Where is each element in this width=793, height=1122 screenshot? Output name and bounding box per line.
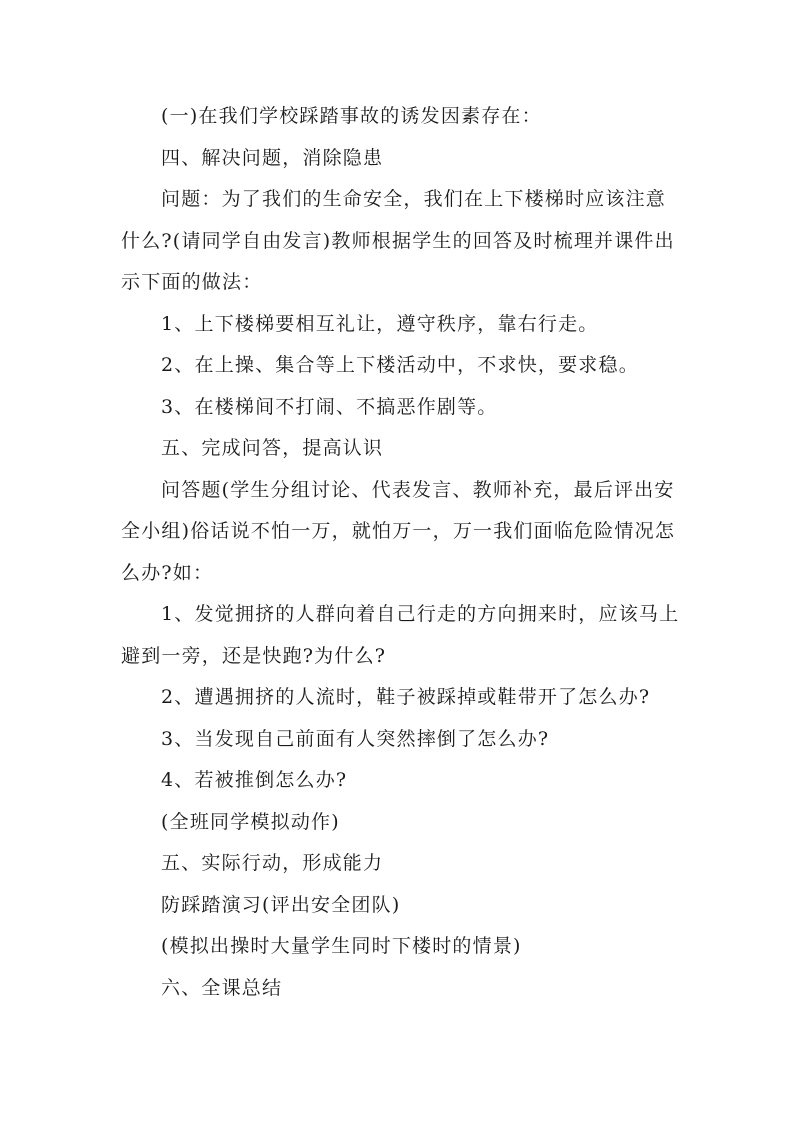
paragraph-simulate: (全班同学模拟动作)	[161, 810, 340, 833]
list-item-stairs-2: 2、在上操、集合等上下楼活动中，不求快，要求稳。	[161, 354, 639, 376]
paragraph-qa-intro: 问答题(学生分组讨论、代表发言、教师补充，最后评出安全小组)俗话说不怕一万，就怕万一，万一我们面临危险情况怎么办?如：	[121, 478, 676, 584]
list-item-qa-1: 1、发觉拥挤的人群向着自己行走的方向拥来时，应该马上避到一旁，还是快跑?为什么?	[121, 603, 680, 667]
paragraph-drill: 防踩踏演习(评出安全团队)	[161, 893, 401, 916]
list-item-qa-4: 4、若被推倒怎么办?	[161, 769, 348, 791]
section-heading-action: 五、实际行动，形成能力	[161, 852, 384, 874]
paragraph-drill-scenario: (模拟出操时大量学生同时下楼时的情景)	[161, 935, 522, 957]
section-heading-qa: 五、完成问答，提高认识	[161, 437, 384, 459]
list-item-qa-2: 2、遭遇拥挤的人流时，鞋子被踩掉或鞋带开了怎么办?	[161, 686, 651, 708]
document-body	[121, 96, 681, 1009]
list-item-stairs-1: 1、上下楼梯要相互礼让，遵守秩序，靠右行走。	[161, 312, 599, 335]
paragraph-cause-heading: (一)在我们学校踩踏事故的诱发因素存在：	[161, 105, 542, 127]
list-item-qa-3: 3、当发现自己前面有人突然摔倒了怎么办?	[161, 727, 550, 750]
paragraph-question-stairs: 问题：为了我们的生命安全，我们在上下楼梯时应该注意什么?(请同学自由发言)教师根据学生的回答及时梳理并课件出示下面的做法：	[121, 188, 675, 293]
section-heading-summary: 六、全课总结	[161, 976, 283, 999]
section-heading-solve-problems: 四、解决问题，消除隐患	[161, 146, 384, 169]
list-item-stairs-3: 3、在楼梯间不打闹、不搞恶作剧等。	[161, 395, 498, 418]
